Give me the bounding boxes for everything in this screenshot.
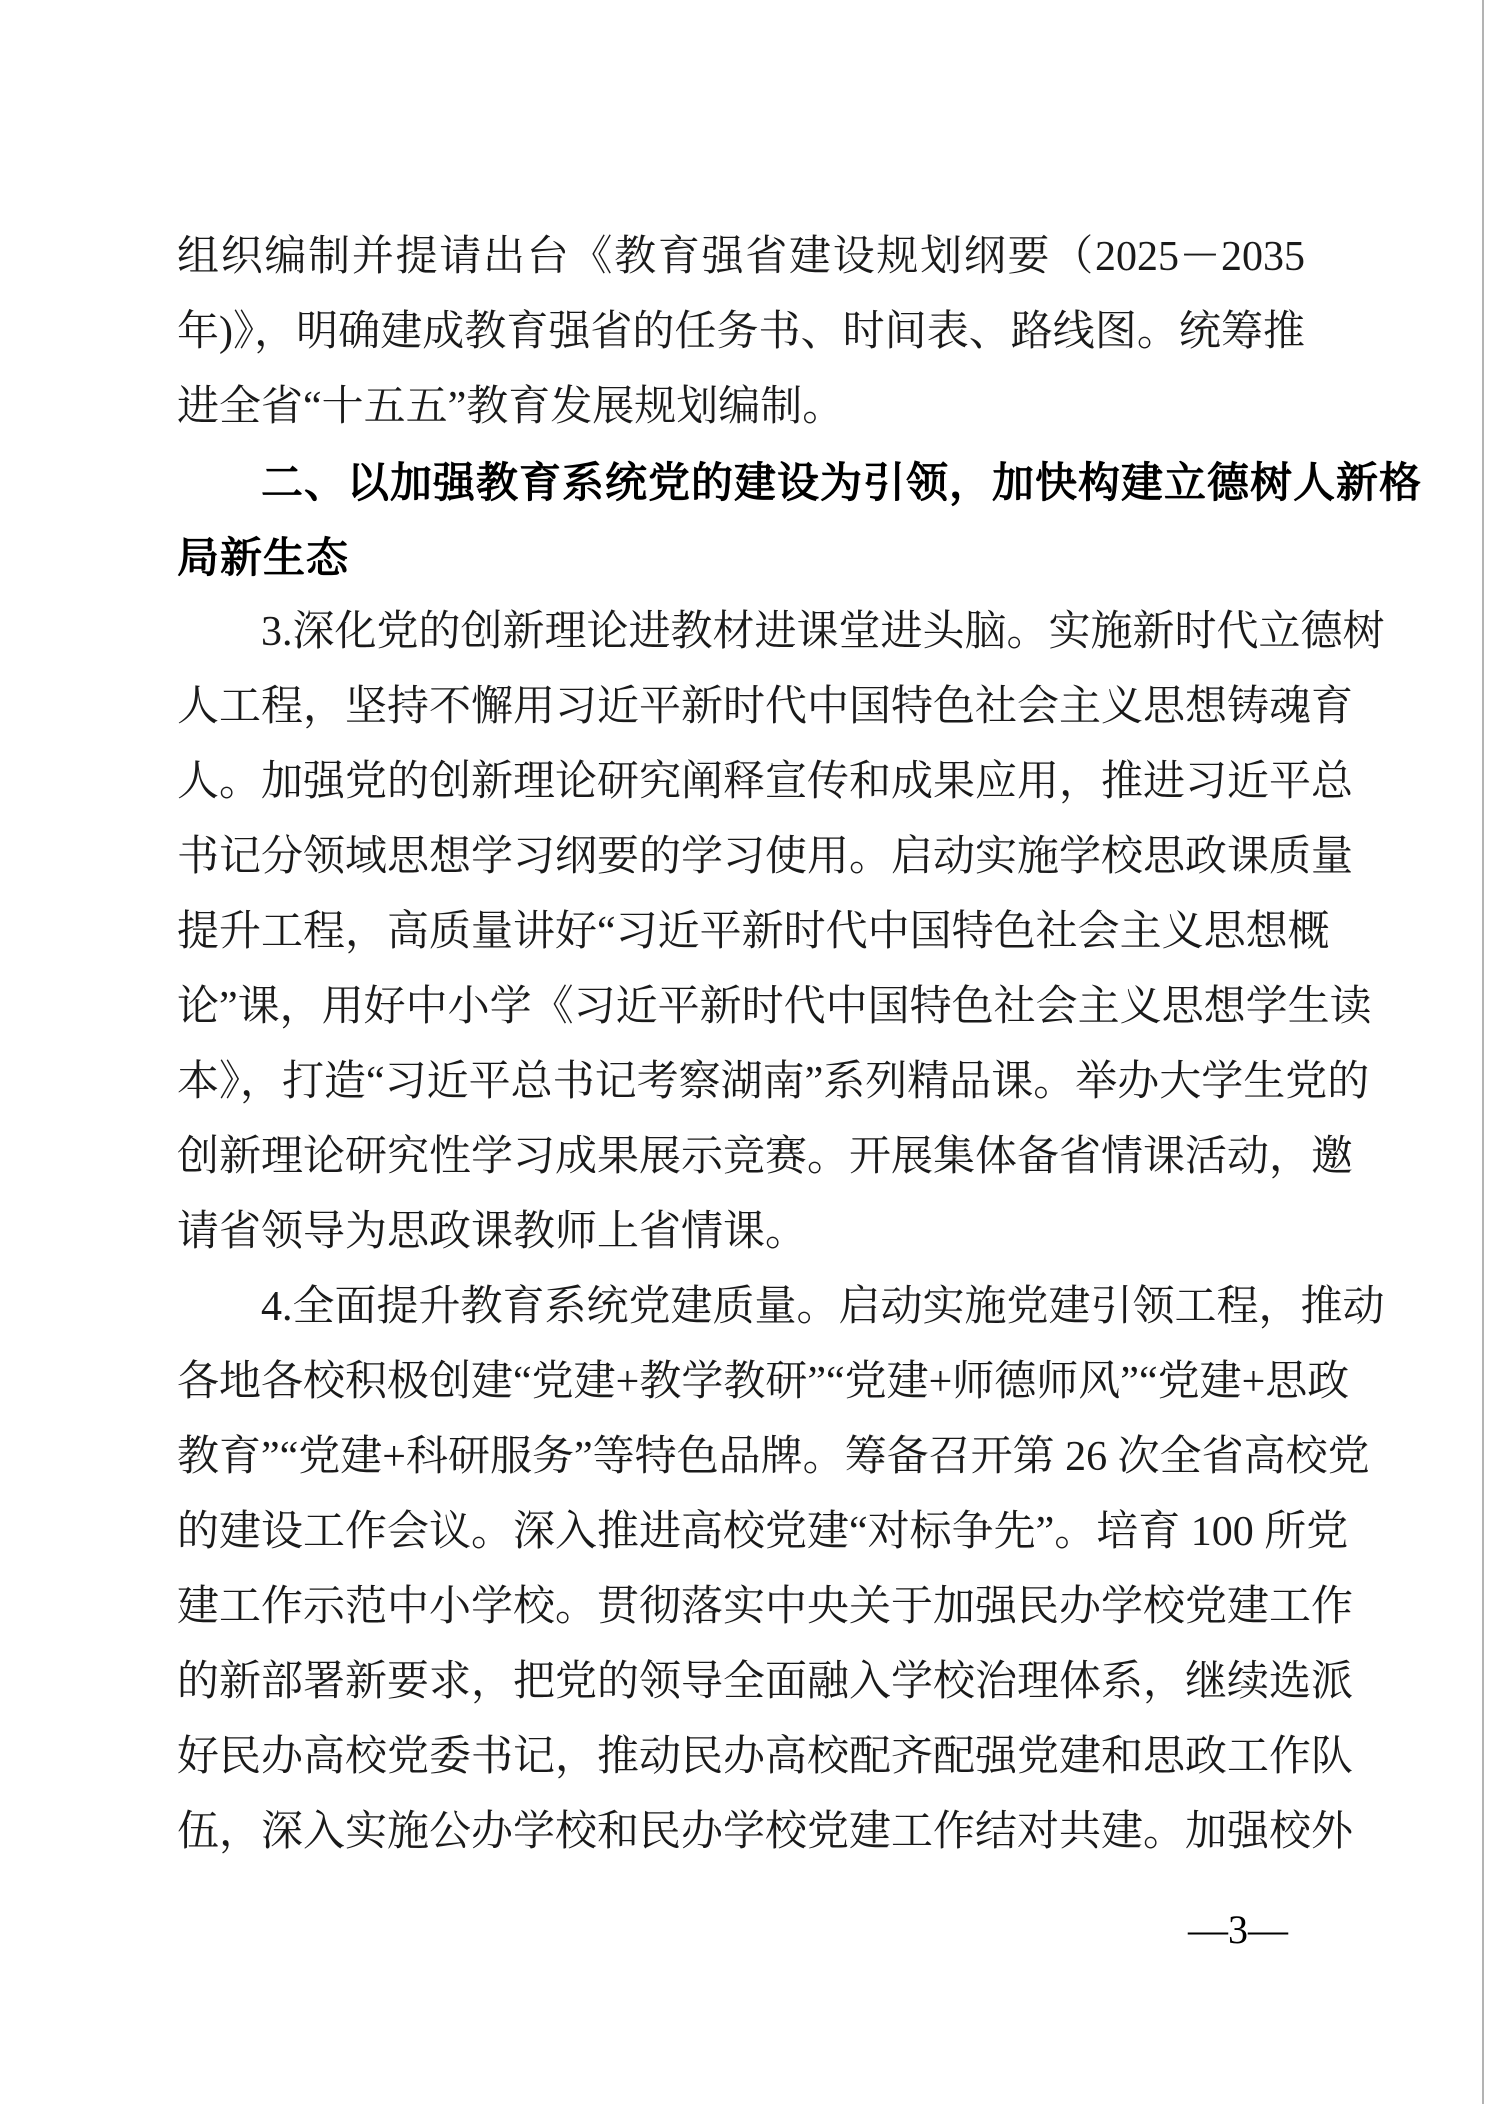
body-line: 进全省“十五五”教育发展规划编制。	[177, 384, 845, 430]
body-line: 的新部署新要求，把党的领导全面融入学校治理体系，继续选派	[177, 1659, 1354, 1705]
body-line: 论”课，用好中小学《习近平新时代中国特色社会主义思想学生读	[177, 984, 1372, 1030]
body-line: 年)》，明确建成教育强省的任务书、时间表、路线图。统筹推	[177, 309, 1305, 355]
body-line: 组织编制并提请出台《教育强省建设规划纲要（2025－2035	[177, 234, 1305, 280]
body-line: 提升工程，高质量讲好“习近平新时代中国特色社会主义思想概	[177, 909, 1330, 955]
body-line: 伍，深入实施公办学校和民办学校党建工作结对共建。加强校外	[177, 1809, 1354, 1855]
body-line: 人。加强党的创新理论研究阐释宣传和成果应用，推进习近平总	[177, 759, 1354, 805]
page-number: —3—	[1188, 1907, 1288, 1952]
body-line: 建工作示范中小学校。贯彻落实中央关于加强民办学校党建工作	[177, 1584, 1354, 1630]
body-line: 各地各校积极创建“党建+教学教研”“党建+师德师风”“党建+思政	[177, 1359, 1350, 1405]
body-line: 请省领导为思政课教师上省情课。	[177, 1209, 808, 1255]
body-line: 本》，打造“习近平总书记考察湖南”系列精品课。举办大学生党的	[177, 1059, 1370, 1105]
body-line: 人工程，坚持不懈用习近平新时代中国特色社会主义思想铸魂育	[177, 684, 1354, 730]
body-line: 4.全面提升教育系统党建质量。启动实施党建引领工程，推动	[261, 1284, 1385, 1330]
body-line: 好民办高校党委书记，推动民办高校配齐配强党建和思政工作队	[177, 1734, 1354, 1780]
section-heading-line: 局新生态	[177, 534, 350, 581]
page-edge-line	[1482, 0, 1484, 2104]
body-line: 3.深化党的创新理论进教材进课堂进头脑。实施新时代立德树	[261, 609, 1385, 655]
section-heading-line: 二、以加强教育系统党的建设为引领，加快构建立德树人新格	[261, 459, 1423, 506]
body-line: 创新理论研究性学习成果展示竞赛。开展集体备省情课活动，邀	[177, 1134, 1354, 1180]
document-body	[177, 220, 1423, 1870]
body-line: 教育”“党建+科研服务”等特色品牌。筹备召开第 26 次全省高校党	[177, 1434, 1370, 1480]
body-line: 书记分领域思想学习纲要的学习使用。启动实施学校思政课质量	[177, 834, 1354, 880]
body-line: 的建设工作会议。深入推进高校党建“对标争先”。培育 100 所党	[177, 1509, 1349, 1555]
